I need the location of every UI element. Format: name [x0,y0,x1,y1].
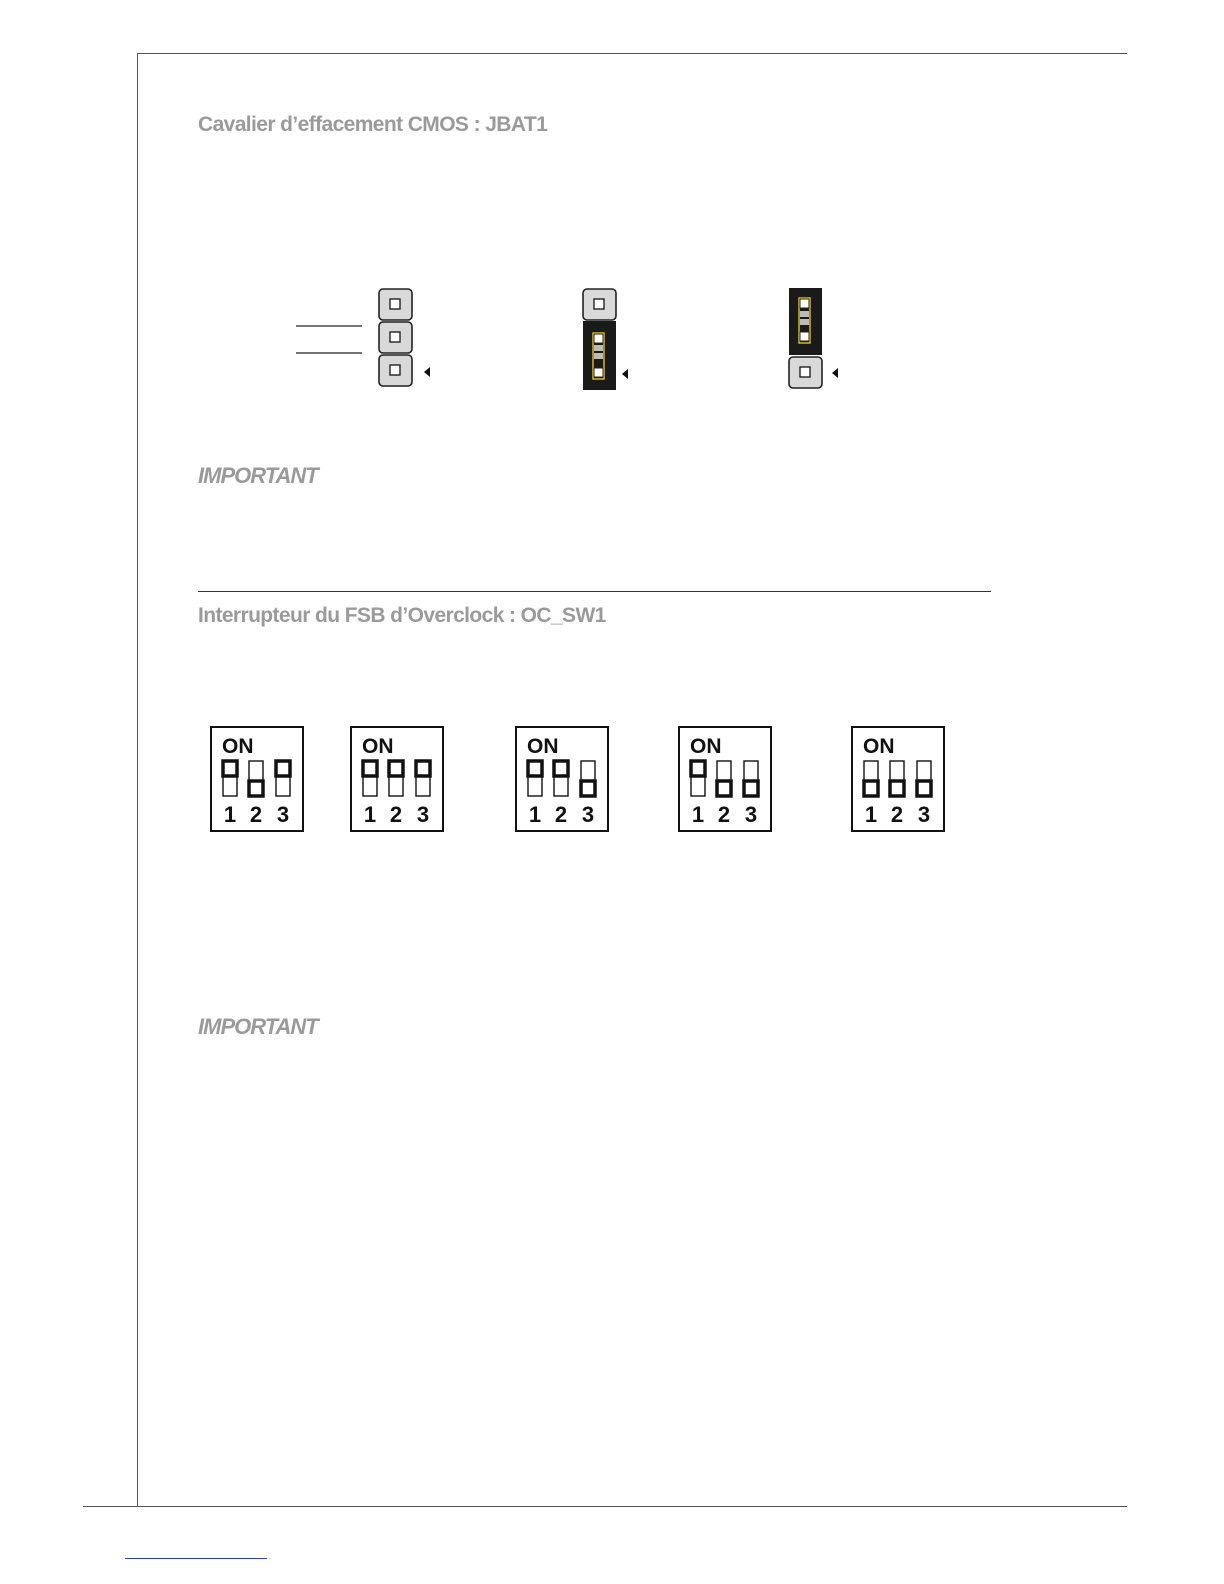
switch-number: 2 [249,802,263,827]
oc-sw1-diagram [210,726,304,832]
oc-sw1-diagram [515,726,609,832]
switch-toggle-on [691,761,705,776]
on-label: ON [527,735,559,758]
switch-toggle-on [363,761,377,776]
switch-toggle-off [890,781,904,796]
page-frame-top [137,53,1127,54]
switch-toggle-on [528,761,542,776]
on-label: ON [222,735,254,758]
switch-number: 2 [554,802,568,827]
on-label: ON [863,735,895,758]
switch-number: 3 [744,802,758,827]
oc-sw1-diagram [678,726,772,832]
switch-number: 2 [389,802,403,827]
switch-toggle-on [276,761,290,776]
page-frame-left [137,53,138,1507]
switch-toggle-off [249,781,263,796]
switch-number: 3 [581,802,595,827]
switch-number: 3 [416,802,430,827]
heading-oc-switch: Interrupteur du FSB d’Overclock : OC_SW1 [198,604,606,627]
oc-sw1-diagram [350,726,444,832]
jbat1-keep-data-diagram [578,286,668,396]
switch-number: 1 [691,802,705,827]
heading-cmos-jumper: Cavalier d’effacement CMOS : JBAT1 [198,113,548,136]
switch-toggle-off [581,781,595,796]
switch-toggle-off [744,781,758,796]
footer-link-underline[interactable] [125,1558,267,1559]
switch-number: 3 [276,802,290,827]
section-divider [198,591,991,592]
on-label: ON [690,735,722,758]
switch-toggle-on [389,761,403,776]
switch-number: 2 [717,802,731,827]
switch-toggle-off [864,781,878,796]
important-label-1: IMPORTANT [198,463,318,488]
switch-number: 2 [890,802,904,827]
switch-toggle-on [223,761,237,776]
on-label: ON [362,735,394,758]
jbat1-clear-data-diagram [784,286,874,396]
switch-number: 1 [528,802,542,827]
switch-toggle-on [416,761,430,776]
switch-toggle-on [554,761,568,776]
jbat1-pinout-diagram [290,286,380,396]
switch-toggle-off [917,781,931,796]
switch-number: 3 [917,802,931,827]
switch-number: 1 [363,802,377,827]
important-label-2: IMPORTANT [198,1014,318,1039]
oc-sw1-diagram [851,726,945,832]
switch-number: 1 [223,802,237,827]
page-frame-bottom [83,1506,1127,1507]
switch-number: 1 [864,802,878,827]
switch-toggle-off [717,781,731,796]
